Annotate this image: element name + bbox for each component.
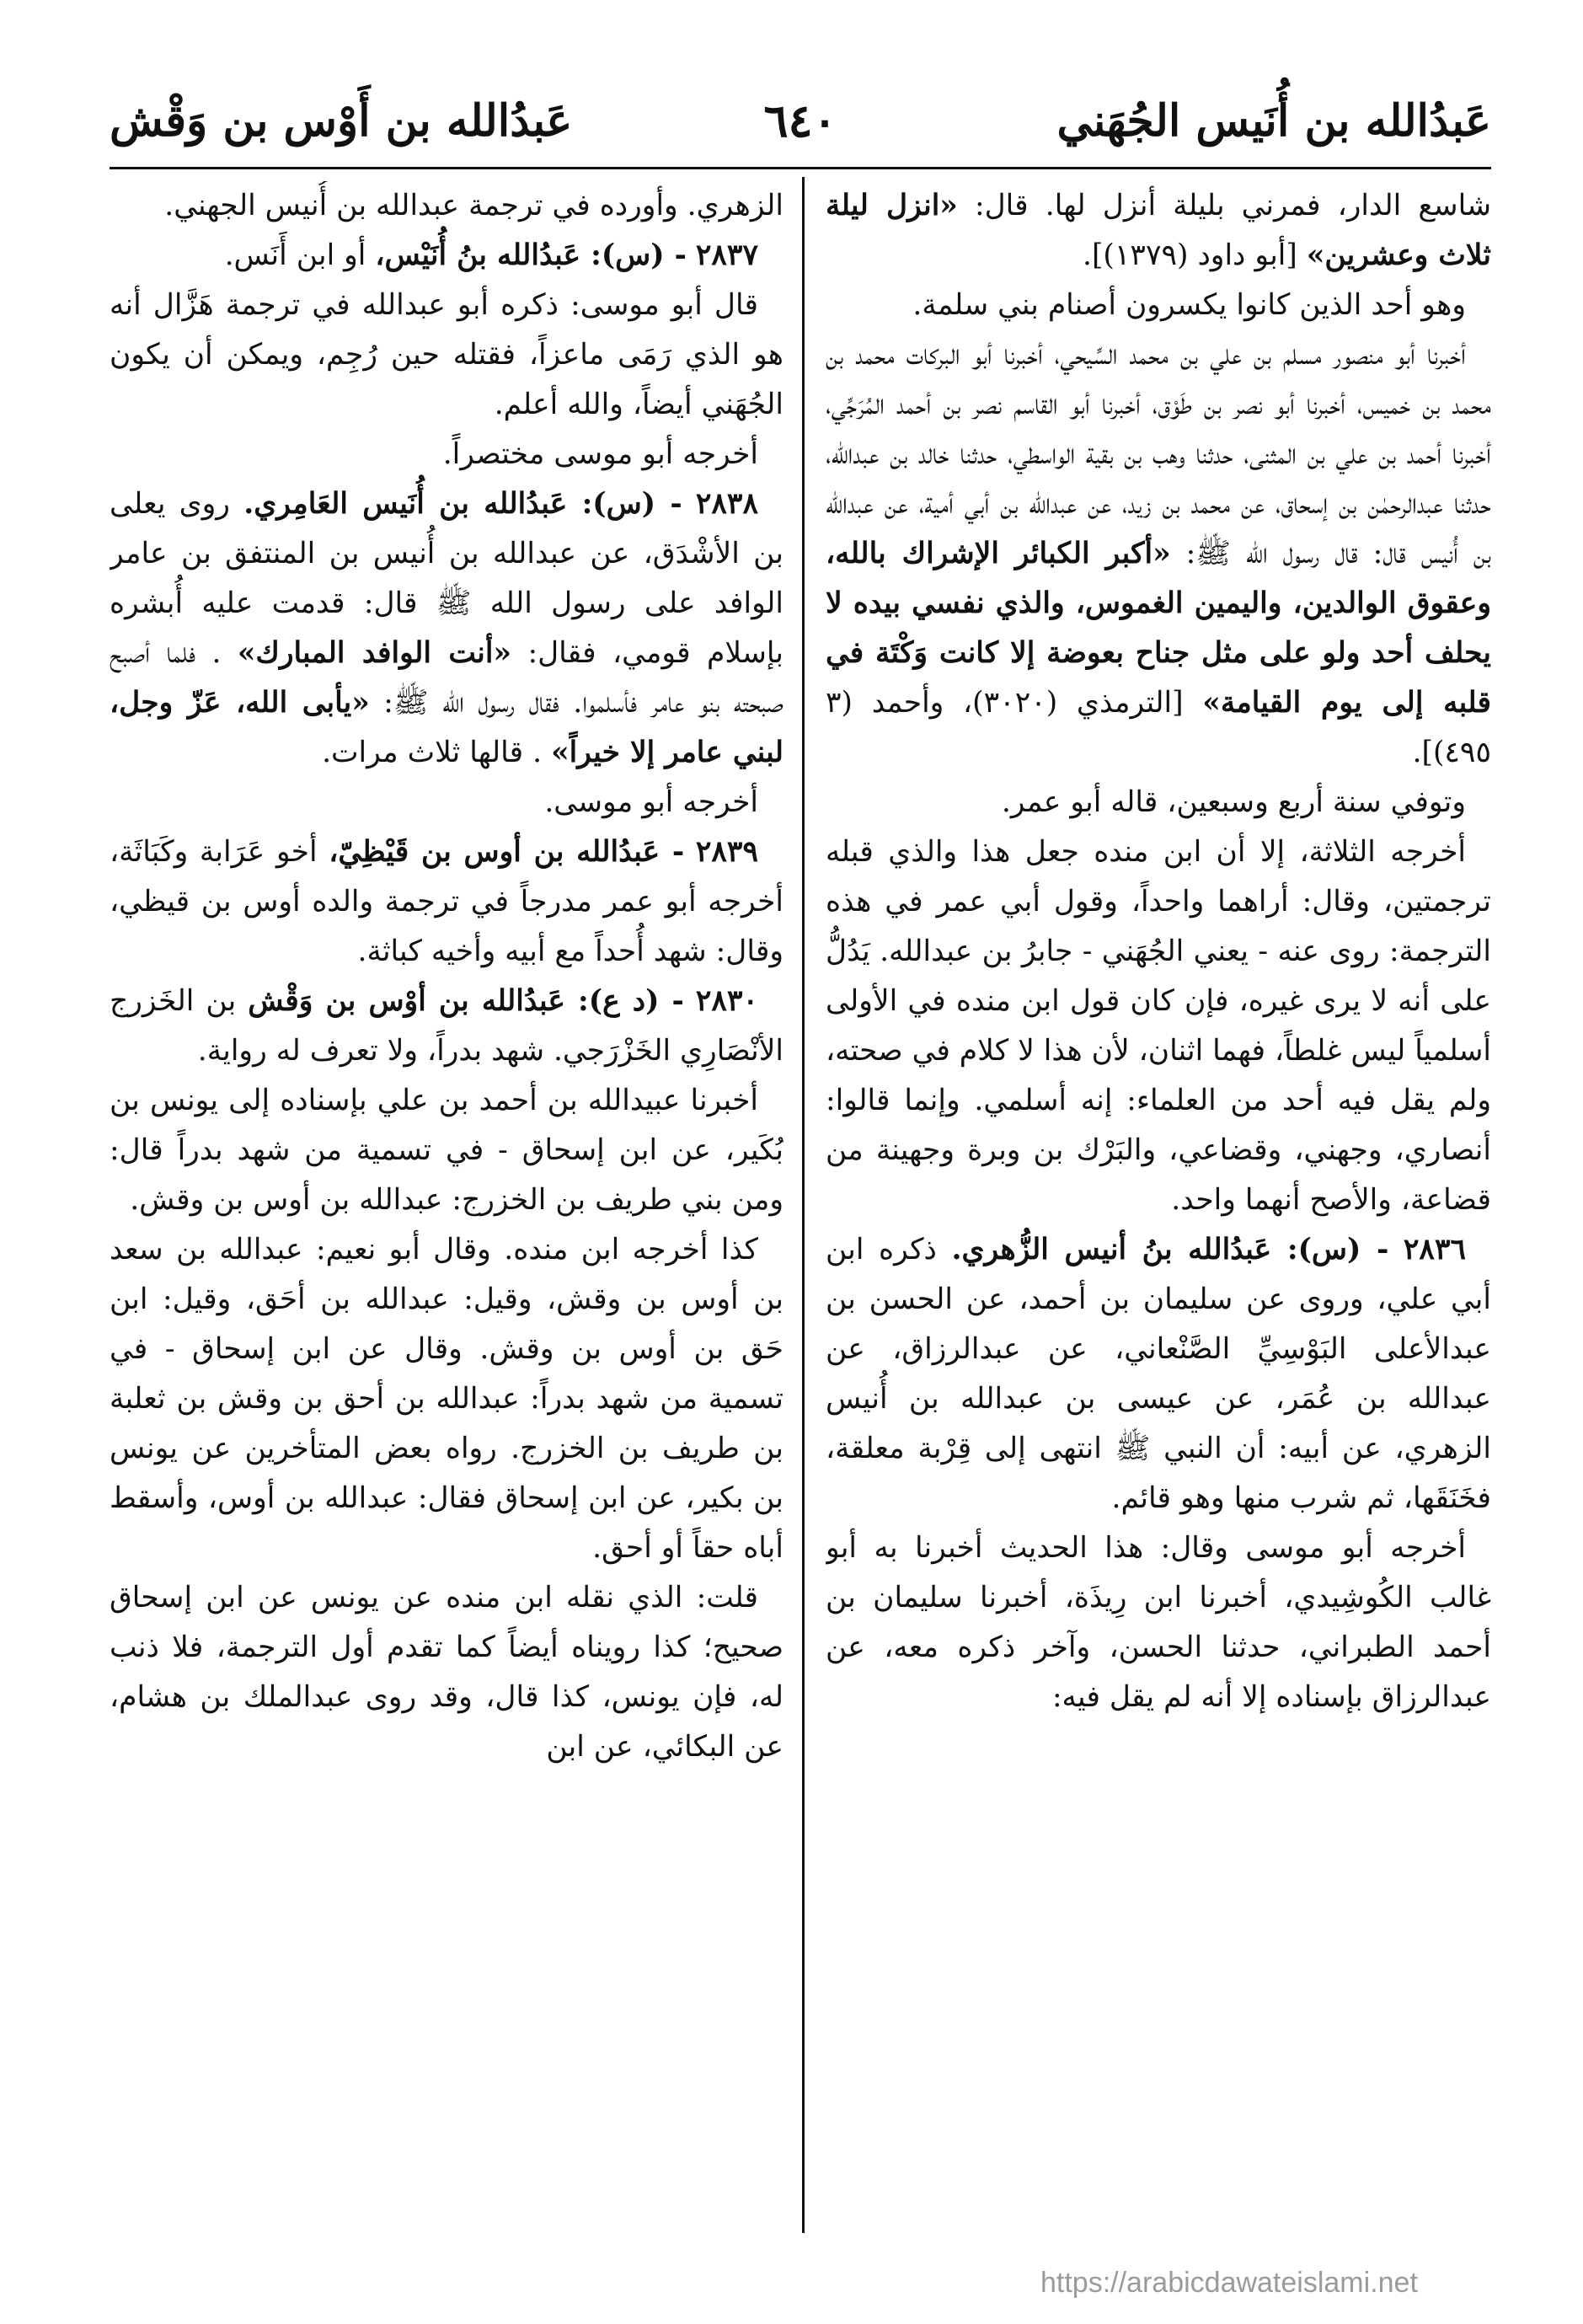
paragraph: كذا أخرجه ابن منده. وقال أبو نعيم: عبدالله بن سعد بن أوس بن وقش، وقيل: عبدالله بن أحَق، وقيل: ابن حَق بن أوس بن وقش. وقال عن ابن إسحاق - في تسمية من شهد بدراً: عبدالله بن أحق بن وقش بن ثعلبة بن طريف بن الخزرج. رواه بعض المتأخرين عن يونس بن بكير، عن ابن إسحاق فقال: عبدالله بن أوس، وأسقط أباه حقاً أو أحق. [110, 1233, 783, 1565]
paragraph: أخرجه أبو موسى وقال: هذا الحديث أخبرنا به أبو غالب الكُوشِيدي، أخبرنا ابن رِيذَة، أخبرنا سليمان بن أحمد الطبراني، حدثنا الحسن، وآخر ذكره معه، عن عبدالرزاق بإسناده إلا أنه لم يقل فيه: [826, 1531, 1491, 1714]
paragraph: قال أبو موسى: ذكره أبو عبدالله في ترجمة هَزَّال أنه هو الذي رَمَى ماعزاً، فقتله حين رُجِم، ويمكن أن يكون الجُهَني أيضاً، والله أعلم. [110, 288, 783, 421]
running-title-right: عَبدُالله بن أُنَيس الجُهَني [1056, 95, 1491, 147]
column-divider [802, 177, 805, 2233]
entry-title: - (د ع): عَبدُالله بن أوْس بن وَقْش [248, 984, 684, 1018]
entry-text: أو ابن أَنَس. [224, 238, 366, 272]
entry-2838 [110, 479, 783, 778]
paragraph: أخرجه أبو موسى. [544, 785, 758, 819]
entry-text: أخو عَرَابة وكَبَاثَة، أخرجه أبو عمر مدرجاً في ترجمة والده أوس بن قيظي، وقال: شهد أُحداً مع أبيه وأخيه كباثة. [110, 835, 783, 968]
page-header [110, 88, 1491, 164]
header-rule [110, 167, 1491, 169]
right-column [826, 181, 1491, 2229]
entry-number: ٢٨٣٩ [695, 835, 758, 869]
watermark-url: https://arabicdawateislami.net [1040, 2267, 1418, 2299]
entry-2839 [110, 827, 783, 977]
hadith-quote: «انزل ليلة ثلاث وعشرين» [826, 189, 1491, 272]
entry-number: ٢٨٣٨ [695, 487, 758, 521]
paragraph: أخرجه الثلاثة، إلا أن ابن منده جعل هذا والذي قبله ترجمتين، وقال: أراهما واحداً، وقول أبي عمر في هذه الترجمة: روى عنه - يعني الجُهَني - جابرُ بن عبدالله. يَدُلُّ على أنه لا يرى غيره، فإن كان قول ابن منده في الأولى أسلمياً ليس غلطاً، فهما اثنان، لأن هذا لا كلام في صحته، ولم يقل فيه أحد من العلماء: إنه أسلمي. وإنما قالوا: أنصاري، وجهني، وقضاعي، والبَرْك بن وبرة وجهينة من قضاعة، والأصح أنهما واحد. [826, 835, 1491, 1217]
paragraph: الزهري. وأورده في ترجمة عبدالله بن أُنيس الجهني. [164, 189, 783, 222]
left-column [110, 181, 783, 2229]
entry-2836 [826, 1225, 1491, 1523]
hadith-quote: «يأبى الله، عَزّ وجل، لبني عامر إلا خيراً» [110, 686, 783, 769]
hadith-quote: «أكبر الكبائر الإشراك بالله، وعقوق الوالدين، واليمين الغموس، والذي نفسي بيده لا يحلف أحد ولو على مثل جناح بعوضة إلا كانت وَكْتَة في قلبه إلى يوم القيامة» [826, 537, 1491, 720]
entry-text: . قالها ثلاث مرات. [322, 736, 543, 769]
paragraph: وهو أحد الذين كانوا يكسرون أصنام بني سلمة. [912, 288, 1466, 322]
entry-title: - (س): عَبدُالله بنُ أنيس الزُّهري. [951, 1233, 1389, 1266]
entry-2837 [110, 231, 783, 281]
entry-number: ٢٨٣٠ [695, 984, 759, 1018]
entry-title: - (س): عَبدُالله بن أُنَيس العَامِري. [243, 487, 682, 521]
paragraph [826, 181, 1491, 281]
entry-number: ٢٨٣٧ [695, 238, 758, 272]
entry-text: . فلما أصبح صبحته بنو عامر فأسلموا. فقال رسول الله ﷺ: [110, 636, 783, 720]
paragraph [826, 330, 1491, 778]
entry-text: روى يعلى بن الأشْدَق، عن عبدالله بن أُنيس بن المنتفق بن عامر الوافد على رسول الله ﷺ قال: قدمت عليه أُبشره بإسلام قومي، فقال: [110, 487, 783, 670]
paragraph: قلت: الذي نقله ابن منده عن يونس عن ابن إسحاق صحيح؛ كذا رويناه أيضاً كما تقدم أول الترجمة، فلا ذنب له، فإن يونس، كذا قال، وقد روى عبدالملك بن هشام، عن البكائي، عن ابن [110, 1581, 783, 1764]
entry-text: بن الخَزرج الأنْصَارِي الخَزْرَجي. شهد بدراً، ولا تعرف له رواية. [110, 984, 783, 1068]
running-title-left: عَبدُالله بن أَوْس بن وَقْش [110, 95, 573, 147]
paragraph: أخبرنا عبيدالله بن أحمد بن علي بإسناده إلى يونس بن بُكَير، عن ابن إسحاق - في تسمية من شهد بدراً قال: ومن بني طريف بن الخزرج: عبدالله بن أوس بن وقش. [110, 1084, 783, 1217]
entry-title: - عَبدُالله بن أوس بن قَيْظِيّ، [329, 835, 685, 869]
page-number: ٦٤٠ [763, 94, 837, 147]
hadith-quote: «أنت الوافد المبارك» [237, 636, 512, 670]
paragraph: أخرجه أبو موسى مختصراً. [442, 437, 758, 471]
isnad-text: أخبرنا أبو منصور مسلم بن علي بن محمد السِّيحي، أخبرنا أبو البركات محمد بن محمد بن خميس، أخبرنا أبو نصر بن طَوْق، أخبرنا أبو القاسم نصر بن أحمد المُرَجِّي، أخبرنا أحمد بن علي بن المثنى، حدثنا وهب بن بقية الواسطي، حدثنا خالد بن عبدالله، حدثنا عبدالرحمٰن بن إسحاق، عن محمد بن زيد، عن عبدالله بن أبي أمية، عن عبدالله بن أُنيس قال: قال رسول الله ﷺ: [826, 338, 1491, 570]
text: شاسع الدار، فمرني بليلة أنزل لها. قال: [974, 189, 1491, 222]
reference: [أبو داود (١٣٧٩)]. [1083, 238, 1297, 272]
paragraph: وتوفي سنة أربع وسبعين، قاله أبو عمر. [1001, 785, 1466, 819]
entry-text: ذكره ابن أبي علي، وروى عن سليمان بن أحمد، عن الحسن بن عبدالأعلى البَوْسِيِّ الصَّنْعاني، عن عبدالرزاق، عن عبدالله بن عُمَر، عن عيسى بن عبدالله بن أُنيس الزهري، عن أبيه: أن النبي ﷺ انتهى إلى قِرْبة معلقة، فخَنَقَها، ثم شرب منها وهو قائم. [826, 1233, 1491, 1515]
entry-number: ٢٨٣٦ [1403, 1233, 1467, 1266]
entry-2830 [110, 977, 783, 1076]
reference: [الترمذي (٣٠٢٠)، وأحمد (٣ ٤٩٥)]. [826, 686, 1491, 769]
entry-title: - (س): عَبدُالله بنُ أُنَيْس، [375, 238, 687, 272]
